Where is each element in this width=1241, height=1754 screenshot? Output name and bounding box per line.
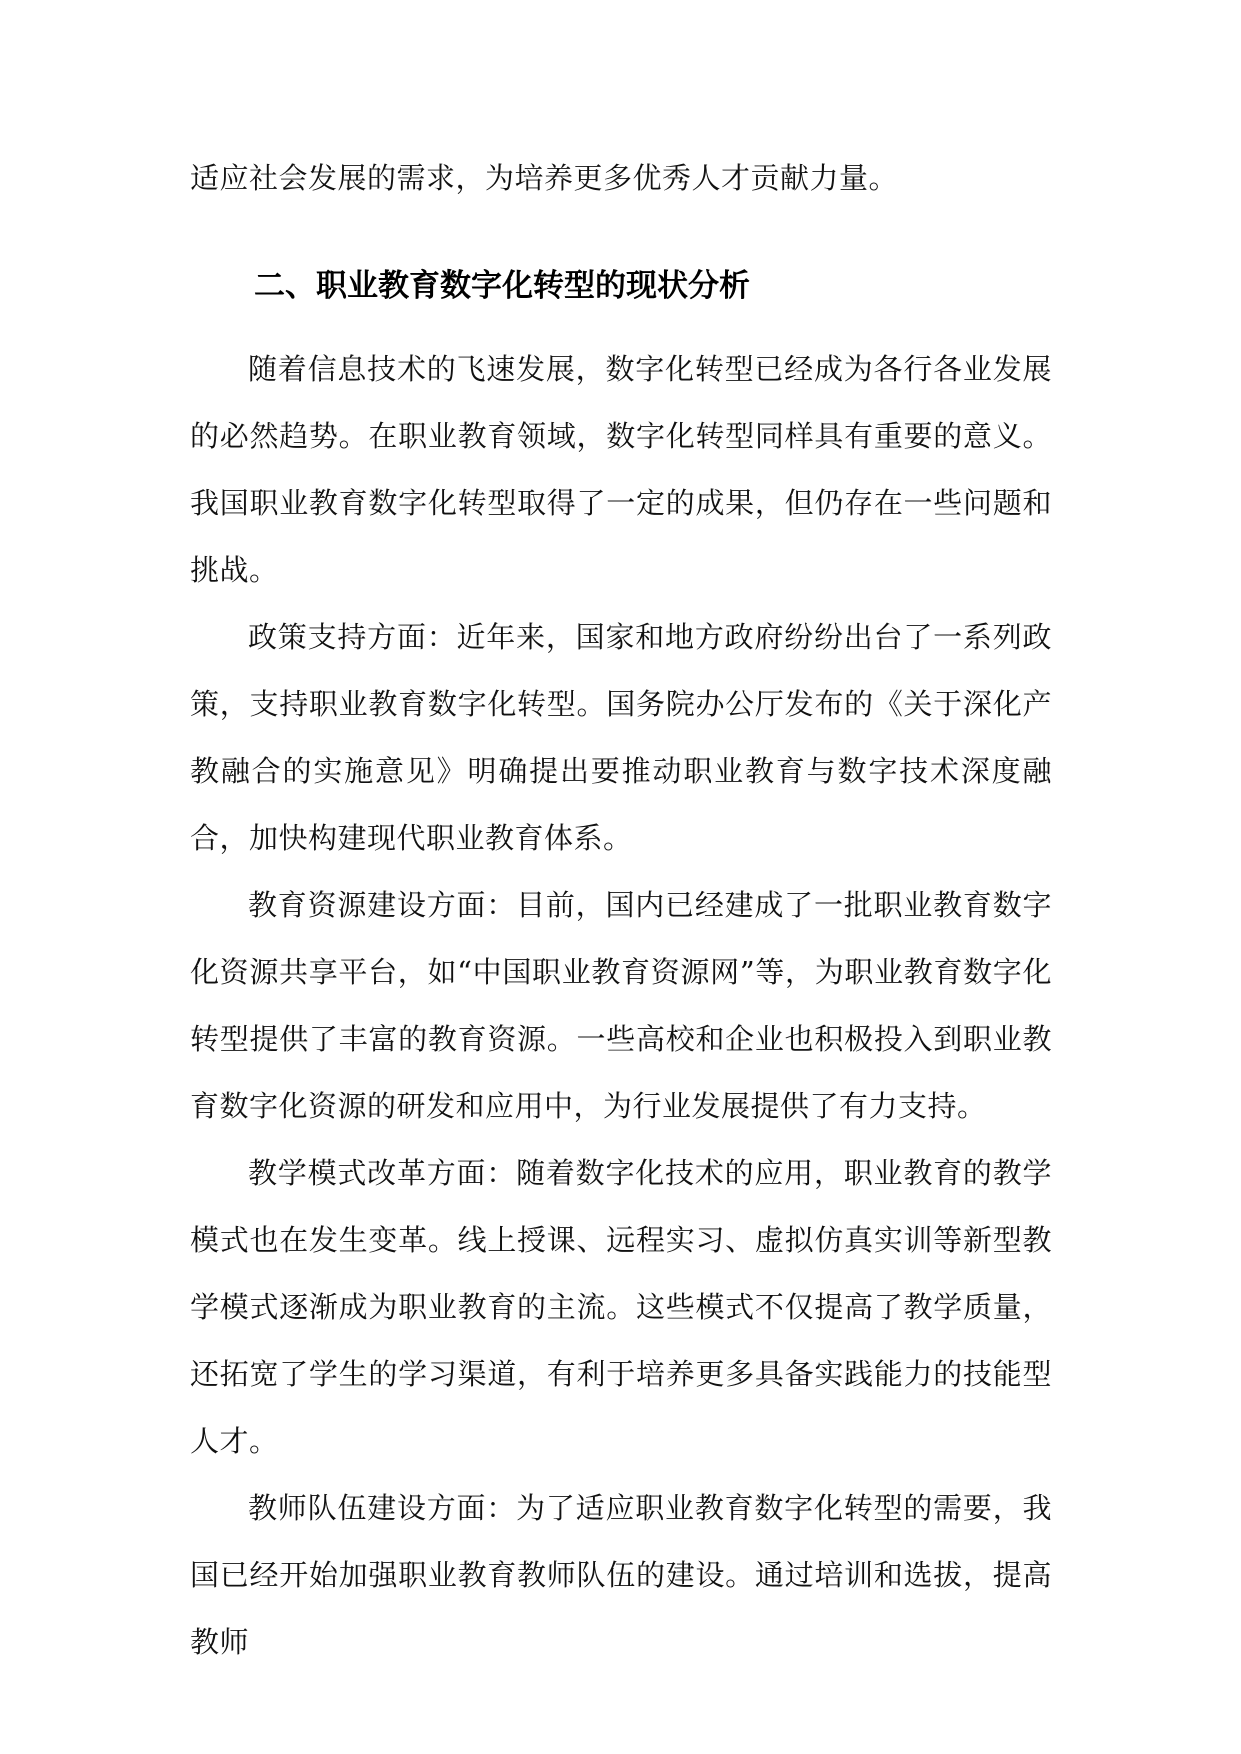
teacher-team-paragraph: 教师队伍建设方面：为了适应职业教育数字化转型的需要，我国已经开始加强职业教育教师队伍的建设。通过培训和选拔，提高教师 bbox=[190, 1491, 1052, 1659]
continuation-paragraph: 适应社会发展的需求，为培养更多优秀人才贡献力量。 bbox=[190, 161, 899, 195]
policy-support-paragraph: 政策支持方面：近年来，国家和地方政府纷纷出台了一系列政策，支持职业教育数字化转型。国务院办公厅发布的《关于深化产教融合的实施意见》明确提出要推动职业教育与数字技术深度融合，加快构建现代职业教育体系。 bbox=[190, 620, 1052, 855]
section-heading: 二、职业教育数字化转型的现状分析 bbox=[254, 268, 750, 304]
teaching-mode-paragraph: 教学模式改革方面：随着数字化技术的应用，职业教育的教学模式也在发生变革。线上授课、远程实习、虚拟仿真实训等新型教学模式逐渐成为职业教育的主流。这些模式不仅提高了教学质量，还拓宽了学生的学习渠道，有利于培养更多具备实践能力的技能型人才。 bbox=[190, 1156, 1052, 1458]
intro-paragraph: 随着信息技术的飞速发展，数字化转型已经成为各行各业发展的必然趋势。在职业教育领域，数字化转型同样具有重要的意义。我国职业教育数字化转型取得了一定的成果，但仍存在一些问题和挑战。 bbox=[190, 352, 1052, 587]
document-body bbox=[190, 145, 1052, 1676]
resource-construction-paragraph: 教育资源建设方面：目前，国内已经建成了一批职业教育数字化资源共享平台，如“中国职业教育资源网”等，为职业教育数字化转型提供了丰富的教育资源。一些高校和企业也积极投入到职业教育数字化资源的研发和应用中，为行业发展提供了有力支持。 bbox=[190, 888, 1052, 1123]
